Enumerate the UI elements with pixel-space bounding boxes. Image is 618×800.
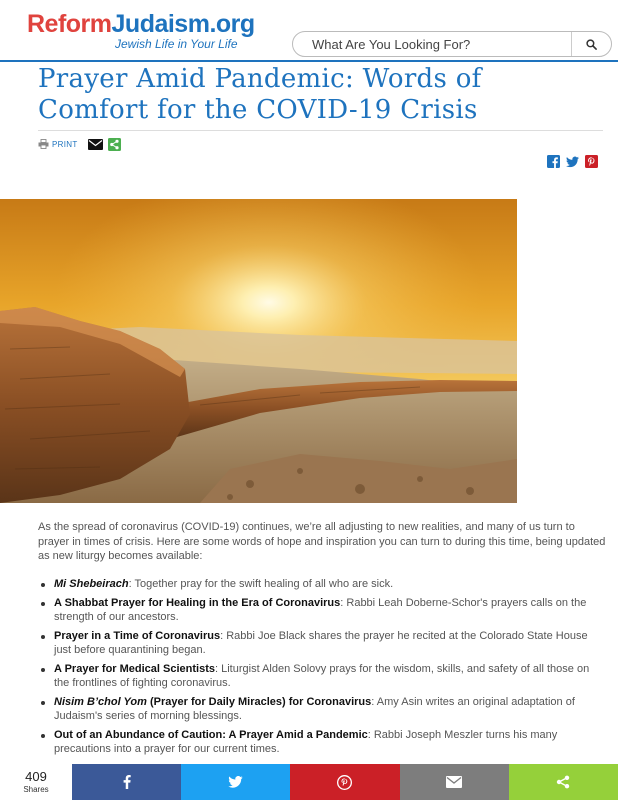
search-icon <box>586 39 597 50</box>
facebook-icon <box>547 155 560 168</box>
share-icon <box>108 138 121 151</box>
list-item <box>40 629 606 658</box>
title-divider <box>38 130 603 131</box>
more-share-button[interactable] <box>509 764 618 800</box>
list-item-desc: : Rabbi Leah Doberne-Schor's prayers calls on the strength of our ancestors. <box>54 596 587 623</box>
facebook-icon <box>123 775 131 789</box>
page-title: Prayer Amid Pandemic: Words of Comfort for the COVID-19 Crisis <box>38 64 482 125</box>
share-article-button[interactable] <box>108 138 121 151</box>
envelope-icon <box>88 139 103 150</box>
email-article-button[interactable] <box>88 139 103 150</box>
list-item <box>40 728 606 757</box>
search-input[interactable] <box>293 32 571 56</box>
print-link[interactable] <box>38 139 78 149</box>
facebook-share-link[interactable] <box>547 155 560 168</box>
share-bar <box>0 764 618 800</box>
list-item-title[interactable]: A Prayer for Medical Scientists <box>54 662 215 675</box>
email-share-button[interactable] <box>400 764 509 800</box>
printer-icon <box>38 139 49 149</box>
share-count <box>0 764 72 800</box>
twitter-share-button[interactable] <box>181 764 290 800</box>
site-header <box>0 0 618 62</box>
pinterest-share-link[interactable] <box>585 155 598 168</box>
list-item <box>40 596 606 625</box>
intro-paragraph: As the spread of coronavirus (COVID-19) continues, we’re all adjusting to new realities, and many of us turn to prayer in times of crisis. Here are some words of hope and inspiration you can turn to during this time, being updated as new liturgy becomes available: <box>38 521 606 562</box>
share-icon <box>556 775 570 789</box>
twitter-icon <box>228 776 243 788</box>
pinterest-icon <box>585 155 598 168</box>
prayer-list <box>40 577 606 761</box>
share-count-number: 409 <box>25 769 47 784</box>
pinterest-share-button[interactable] <box>290 764 399 800</box>
list-item-title[interactable]: Prayer in a Time of Coronavirus <box>54 629 221 642</box>
twitter-share-link[interactable] <box>566 155 579 168</box>
print-label: PRINT <box>52 139 78 149</box>
list-item-desc: : Together pray for the swift healing of all who are sick. <box>128 578 394 590</box>
facebook-share-button[interactable] <box>72 764 181 800</box>
list-item-title[interactable]: Out of an Abundance of Caution: A Prayer Amid a Pandemic <box>54 728 368 741</box>
article-tools <box>38 137 121 151</box>
logo-judaism: Judaism <box>111 10 210 38</box>
logo-org: .org <box>209 10 255 38</box>
list-item-desc: : Liturgist Alden Solovy prays for the wisdom, skills, and safety of all those on the frontlines of fighting coronavirus. <box>54 662 590 689</box>
social-share-top <box>547 155 604 168</box>
list-item-desc: : Rabbi Joseph Meszler turns his many precautions into a prayer for our current times. <box>54 728 558 755</box>
list-item-desc: : Rabbi Joe Black shares the prayer he recited at the Colorado State House just before quarantining began. <box>54 629 588 656</box>
twitter-icon <box>566 156 579 168</box>
list-item-desc: : Amy Asin writes an original adaptation of Judaism's series of morning blessings. <box>54 695 575 722</box>
email-icon <box>446 776 462 788</box>
hero-image <box>0 199 517 503</box>
list-item-title[interactable]: (Prayer for Daily Miracles) for Coronavirus <box>146 695 372 708</box>
search-button[interactable] <box>571 32 611 56</box>
logo-reform: Reform <box>27 10 112 38</box>
share-count-label: Shares <box>23 785 49 794</box>
list-item-title-italic[interactable]: Nisim B’chol Yom <box>54 695 147 708</box>
list-item <box>40 662 606 691</box>
search-box <box>292 31 612 57</box>
list-item <box>40 695 606 724</box>
site-logo[interactable] <box>27 10 255 51</box>
list-item <box>40 577 606 592</box>
site-tagline: Jewish Life in Your Life <box>115 37 238 51</box>
list-item-title-italic[interactable]: Mi Shebeirach <box>54 578 129 590</box>
list-item-title[interactable]: A Shabbat Prayer for Healing in the Era of Coronavirus <box>54 596 341 609</box>
pinterest-icon <box>337 775 352 790</box>
